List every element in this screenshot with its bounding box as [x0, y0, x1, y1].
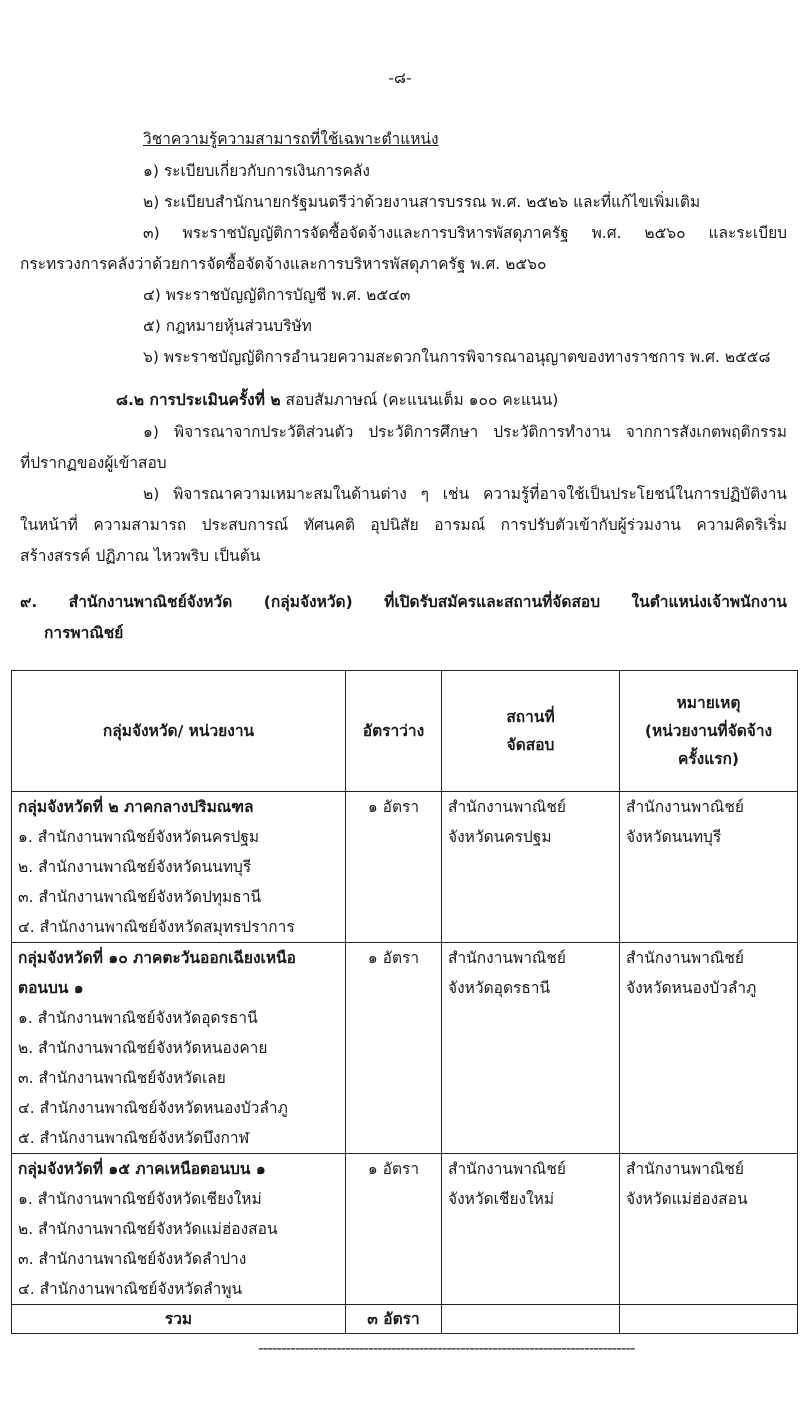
header-group: กลุ่มจังหวัด/ หน่วยงาน [12, 671, 346, 792]
office-item: ๔. สำนักงานพาณิชย์จังหวัดสมุทรปราการ [18, 918, 295, 936]
assessment-item-1: ๑) พิจารณาจากประวัติส่วนตัว ประวัติการศึกษา ประวัติการทำงาน จากการสังเกตพฤติกรรม [143, 423, 787, 441]
table-total-row [12, 1305, 798, 1334]
knowledge-item-1: ๑) ระเบียบเกี่ยวกับการเงินการคลัง [143, 162, 370, 180]
assessment-item-2-cont2: สร้างสรรค์ ปฏิภาณ ไหวพริบ เป็นต้น [20, 547, 261, 565]
total-label: รวม [12, 1305, 346, 1334]
remark-cell: สำนักงานพาณิชย์ จังหวัดนนทบุรี [620, 792, 798, 943]
venue-cell: สำนักงานพาณิชย์ จังหวัดเชียงใหม่ [442, 1154, 620, 1305]
venue-cell: สำนักงานพาณิชย์ จังหวัดนครปฐม [442, 792, 620, 943]
knowledge-item-3-cont: กระทรวงการคลังว่าด้วยการจัดซื้อจัดจ้างและการบริหารพัสดุภาครัฐ พ.ศ. ๒๕๖๐ [20, 255, 547, 273]
knowledge-item-4: ๔) พระราชบัญญัติการบัญชี พ.ศ. ๒๕๔๓ [143, 286, 411, 304]
assessment-heading-rest: สอบสัมภาษณ์ (คะแนนเต็ม ๑๐๐ คะแนน) [280, 391, 559, 409]
offices-table [11, 670, 798, 1334]
header-venue: สถานที่ จัดสอบ [442, 671, 620, 792]
group-cell [12, 792, 346, 943]
section9-heading-cont: การพาณิชย์ [44, 624, 124, 642]
knowledge-item-6: ๖) พระราชบัญญัติการอำนวยความสะดวกในการพิจารณาอนุญาตของทางราชการ พ.ศ. ๒๕๕๘ [143, 348, 771, 366]
total-empty-remark [620, 1305, 798, 1334]
bottom-dashed-rule: ---------------------------------------------------------------------------------- [258, 1339, 635, 1357]
office-item: ๑. สำนักงานพาณิชย์จังหวัดอุดรธานี [18, 1009, 258, 1027]
table-header-row [12, 671, 798, 792]
office-item: ๑. สำนักงานพาณิชย์จังหวัดนครปฐม [18, 828, 260, 846]
office-item: ๒. สำนักงานพาณิชย์จังหวัดหนองคาย [18, 1039, 268, 1057]
group-title-cont: ตอนบน ๑ [18, 979, 84, 997]
assessment-item-1-cont: ที่ปรากฏของผู้เข้าสอบ [20, 454, 167, 472]
table-row [12, 1154, 798, 1305]
group-cell [12, 943, 346, 1154]
total-empty-venue [442, 1305, 620, 1334]
knowledge-item-3: ๓) พระราชบัญญัติการจัดซื้อจัดจ้างและการบริหารพัสดุภาครัฐ พ.ศ. ๒๕๖๐ และระเบียบ [143, 224, 787, 242]
page-number: -๘- [388, 69, 412, 87]
remark-cell: สำนักงานพาณิชย์ จังหวัดหนองบัวลำภู [620, 943, 798, 1154]
office-item: ๒. สำนักงานพาณิชย์จังหวัดแม่ฮ่องสอน [18, 1220, 278, 1238]
table-row [12, 943, 798, 1154]
section-heading: วิชาความรู้ความสามารถที่ใช้เฉพาะตำแหน่ง [143, 130, 439, 148]
assessment-heading-bold: ๘.๒ การประเมินครั้งที่ ๒ [116, 391, 281, 409]
vacancy-cell: ๑ อัตรา [346, 943, 442, 1154]
vacancy-cell: ๑ อัตรา [346, 1154, 442, 1305]
office-item: ๕. สำนักงานพาณิชย์จังหวัดบึงกาฬ [18, 1129, 250, 1147]
office-item: ๓. สำนักงานพาณิชย์จังหวัดลำปาง [18, 1250, 247, 1268]
office-item: ๓. สำนักงานพาณิชย์จังหวัดปทุมธานี [18, 888, 262, 906]
header-remark: หมายเหตุ (หน่วยงานที่จัดจ้าง ครั้งแรก) [620, 671, 798, 792]
vacancy-cell: ๑ อัตรา [346, 792, 442, 943]
office-item: ๒. สำนักงานพาณิชย์จังหวัดนนทบุรี [18, 858, 252, 876]
assessment-item-2: ๒) พิจารณาความเหมาะสมในด้านต่าง ๆ เช่น ความรู้ที่อาจใช้เป็นประโยชน์ในการปฏิบัติงาน [143, 485, 787, 503]
office-item: ๔. สำนักงานพาณิชย์จังหวัดหนองบัวลำภู [18, 1099, 288, 1117]
header-vacancy: อัตราว่าง [346, 671, 442, 792]
group-title: กลุ่มจังหวัดที่ ๑๕ ภาคเหนือตอนบน ๑ [18, 1160, 266, 1178]
section9-heading: ๙. สำนักงานพาณิชย์จังหวัด (กลุ่มจังหวัด) ที่เปิดรับสมัครและสถานที่จัดสอบ ในตำแหน่งเจ้าพนักงาน [20, 593, 787, 611]
group-title: กลุ่มจังหวัดที่ ๒ ภาคกลางปริมณฑล [18, 798, 254, 816]
table-row [12, 792, 798, 943]
venue-cell: สำนักงานพาณิชย์ จังหวัดอุดรธานี [442, 943, 620, 1154]
knowledge-item-2: ๒) ระเบียบสำนักนายกรัฐมนตรีว่าด้วยงานสารบรรณ พ.ศ. ๒๕๒๖ และที่แก้ไขเพิ่มเติม [143, 193, 701, 211]
office-item: ๔. สำนักงานพาณิชย์จังหวัดลำพูน [18, 1280, 243, 1298]
assessment-item-2-cont: ในหน้าที่ ความสามารถ ประสบการณ์ ทัศนคติ อุปนิสัย อารมณ์ การปรับตัวเข้ากับผู้ร่วมงาน ความคิดริเริ่ม [20, 516, 787, 534]
office-item: ๑. สำนักงานพาณิชย์จังหวัดเชียงใหม่ [18, 1190, 262, 1208]
group-cell [12, 1154, 346, 1305]
remark-cell: สำนักงานพาณิชย์ จังหวัดแม่ฮ่องสอน [620, 1154, 798, 1305]
total-value: ๓ อัตรา [346, 1305, 442, 1334]
knowledge-item-5: ๕) กฎหมายหุ้นส่วนบริษัท [143, 317, 312, 335]
group-title: กลุ่มจังหวัดที่ ๑๐ ภาคตะวันออกเฉียงเหนือ [18, 949, 296, 967]
office-item: ๓. สำนักงานพาณิชย์จังหวัดเลย [18, 1069, 226, 1087]
assessment-heading [116, 385, 558, 415]
